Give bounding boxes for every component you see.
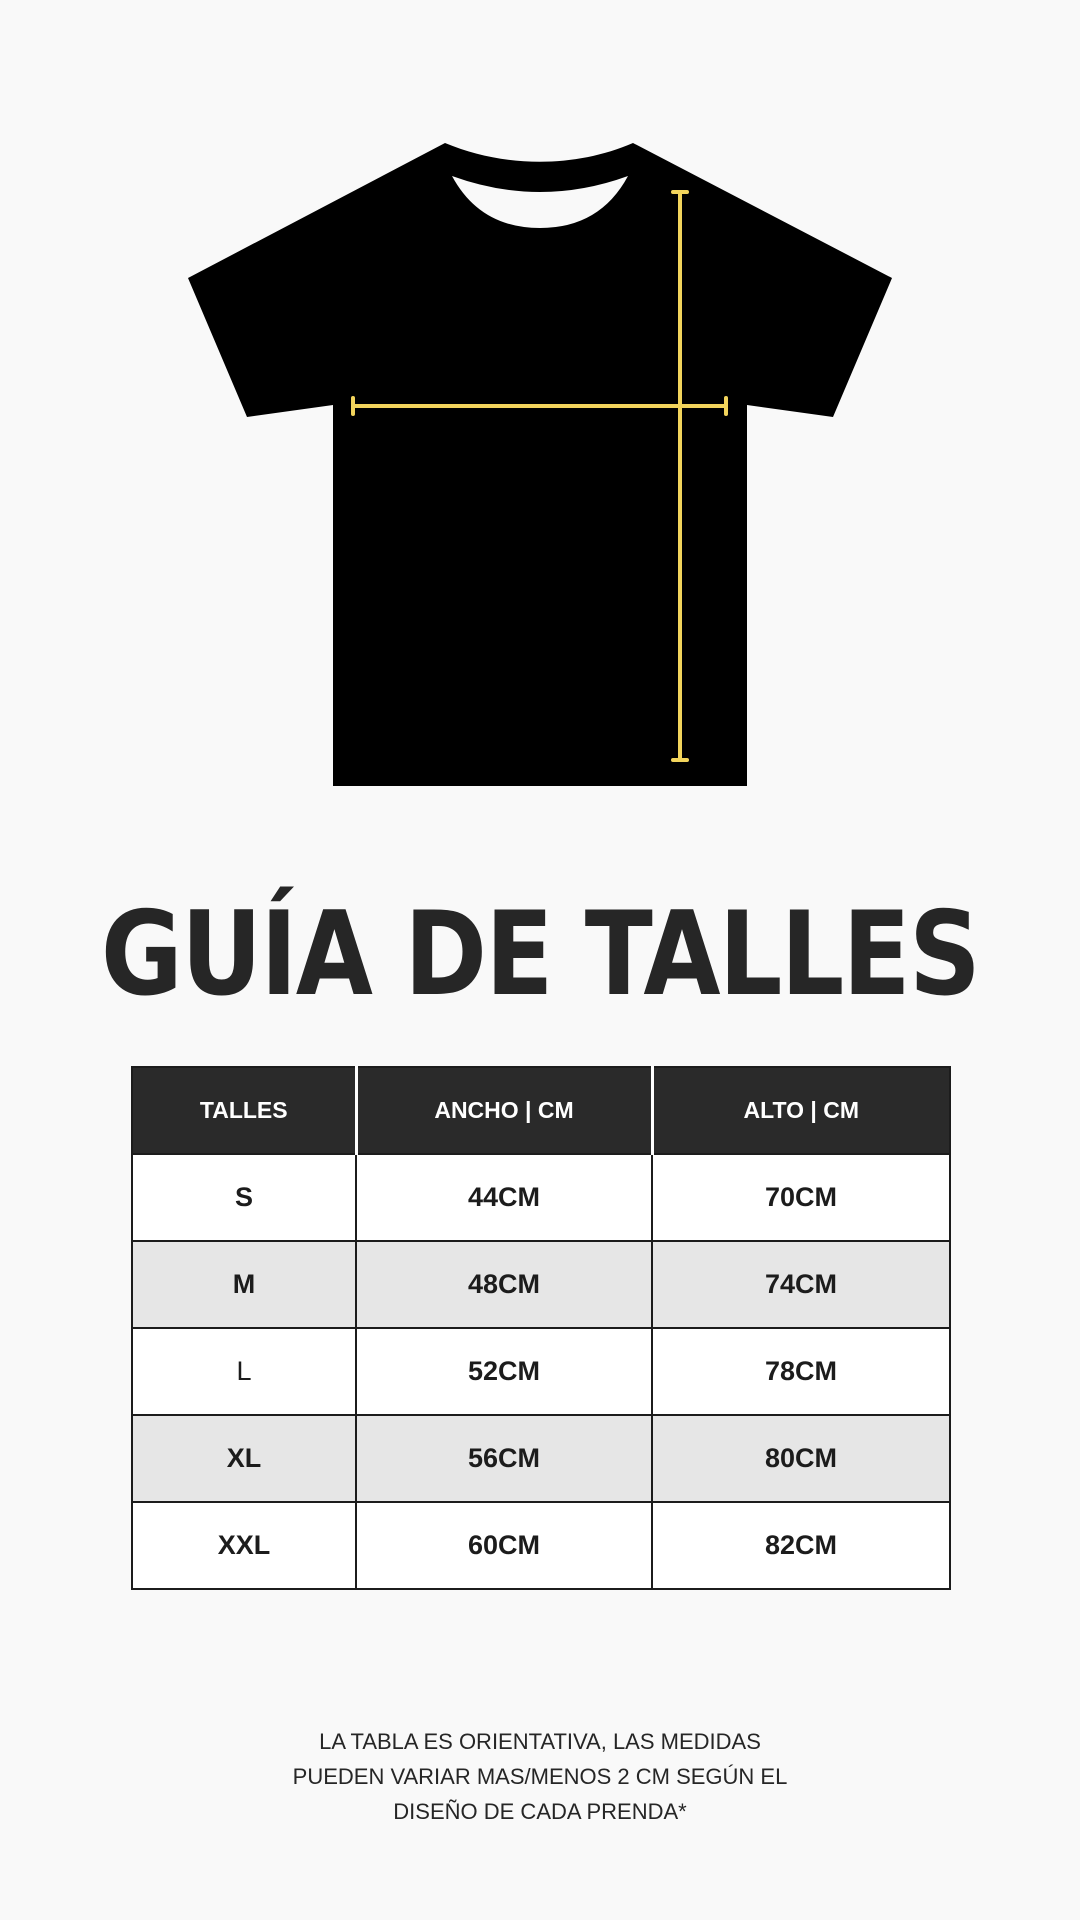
tshirt-icon: [0, 0, 1080, 820]
note-line-1: LA TABLA ES ORIENTATIVA, LAS MEDIDAS: [319, 1729, 761, 1754]
header-alto: ALTO | CM: [652, 1067, 950, 1154]
disclaimer-note: [240, 1724, 840, 1829]
size-cell: M: [132, 1241, 356, 1328]
table-row: [132, 1415, 950, 1502]
header-ancho: ANCHO | CM: [356, 1067, 652, 1154]
size-cell: L: [132, 1328, 356, 1415]
tshirt-body: [188, 143, 892, 786]
note-line-3: DISEÑO DE CADA PRENDA*: [393, 1799, 687, 1824]
ancho-cell: 52CM: [356, 1328, 652, 1415]
alto-cell: 80CM: [652, 1415, 950, 1502]
size-cell: XXL: [132, 1502, 356, 1589]
size-chart-table: [131, 1066, 951, 1590]
table-header-row: [132, 1067, 950, 1154]
tshirt-illustration: [0, 0, 1080, 820]
table-row: [132, 1154, 950, 1241]
table-row: [132, 1241, 950, 1328]
alto-cell: 82CM: [652, 1502, 950, 1589]
note-line-2: PUEDEN VARIAR MAS/MENOS 2 CM SEGÚN EL: [292, 1764, 788, 1789]
ancho-cell: 48CM: [356, 1241, 652, 1328]
page-title: GUÍA DE TALLES: [100, 887, 980, 1022]
size-cell: XL: [132, 1415, 356, 1502]
ancho-cell: 60CM: [356, 1502, 652, 1589]
table-row: [132, 1502, 950, 1589]
alto-cell: 74CM: [652, 1241, 950, 1328]
ancho-cell: 44CM: [356, 1154, 652, 1241]
alto-cell: 70CM: [652, 1154, 950, 1241]
alto-cell: 78CM: [652, 1328, 950, 1415]
size-cell: S: [132, 1154, 356, 1241]
header-talles: TALLES: [132, 1067, 356, 1154]
table-row: [132, 1328, 950, 1415]
ancho-cell: 56CM: [356, 1415, 652, 1502]
